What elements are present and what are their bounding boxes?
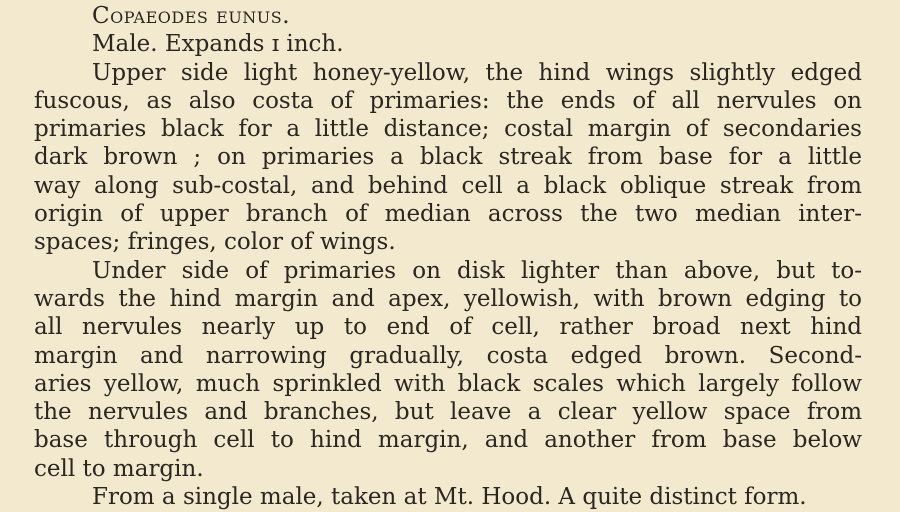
paragraph-line: all nervules nearly up to end of cell, rather broad next hind [34,314,862,341]
paragraph-line: Upper side light honey-yellow, the hind wings slightly edged [92,59,862,86]
paragraph-line: aries yellow, much sprinkled with black scales which largely follow [34,370,862,397]
paragraph-line: origin of upper branch of median across the two median inter- [34,201,862,228]
paragraph-line: From a single male, taken at Mt. Hood. A quite distinct form. [92,484,807,511]
paragraph-line: cell to margin. [34,455,204,482]
paragraph-line: primaries black for a little distance; costal margin of secondaries [34,116,862,143]
paragraph-line: spaces; fringes, color of wings. [34,229,396,256]
paragraph-line: wards the hind margin and apex, yellowish, with brown edging to [34,285,862,312]
paragraph-line: margin and narrowing gradually, costa edged brown. Second- [34,342,862,369]
paragraph-line: way along sub-costal, and behind cell a black oblique streak from [34,172,862,199]
paragraph-line: Under side of primaries on disk lighter than above, but to- [92,257,862,284]
species-title: Copaeodes eunus. [92,3,291,29]
origin-paragraph [34,483,862,511]
paragraph-line: fuscous, as also costa of primaries: the ends of all nervules on [34,87,862,114]
species-heading [34,2,862,30]
size-line: Male. Expands ɪ inch. [92,31,344,58]
paragraph-line: the nervules and branches, but leave a clear yellow space from [34,399,862,426]
under-side-paragraph [34,257,862,483]
paragraph-line: dark brown ; on primaries a black streak from base for a little [34,144,862,171]
paragraph-line: base through cell to hind margin, and another from base below [34,427,862,454]
upper-side-paragraph [34,59,862,257]
